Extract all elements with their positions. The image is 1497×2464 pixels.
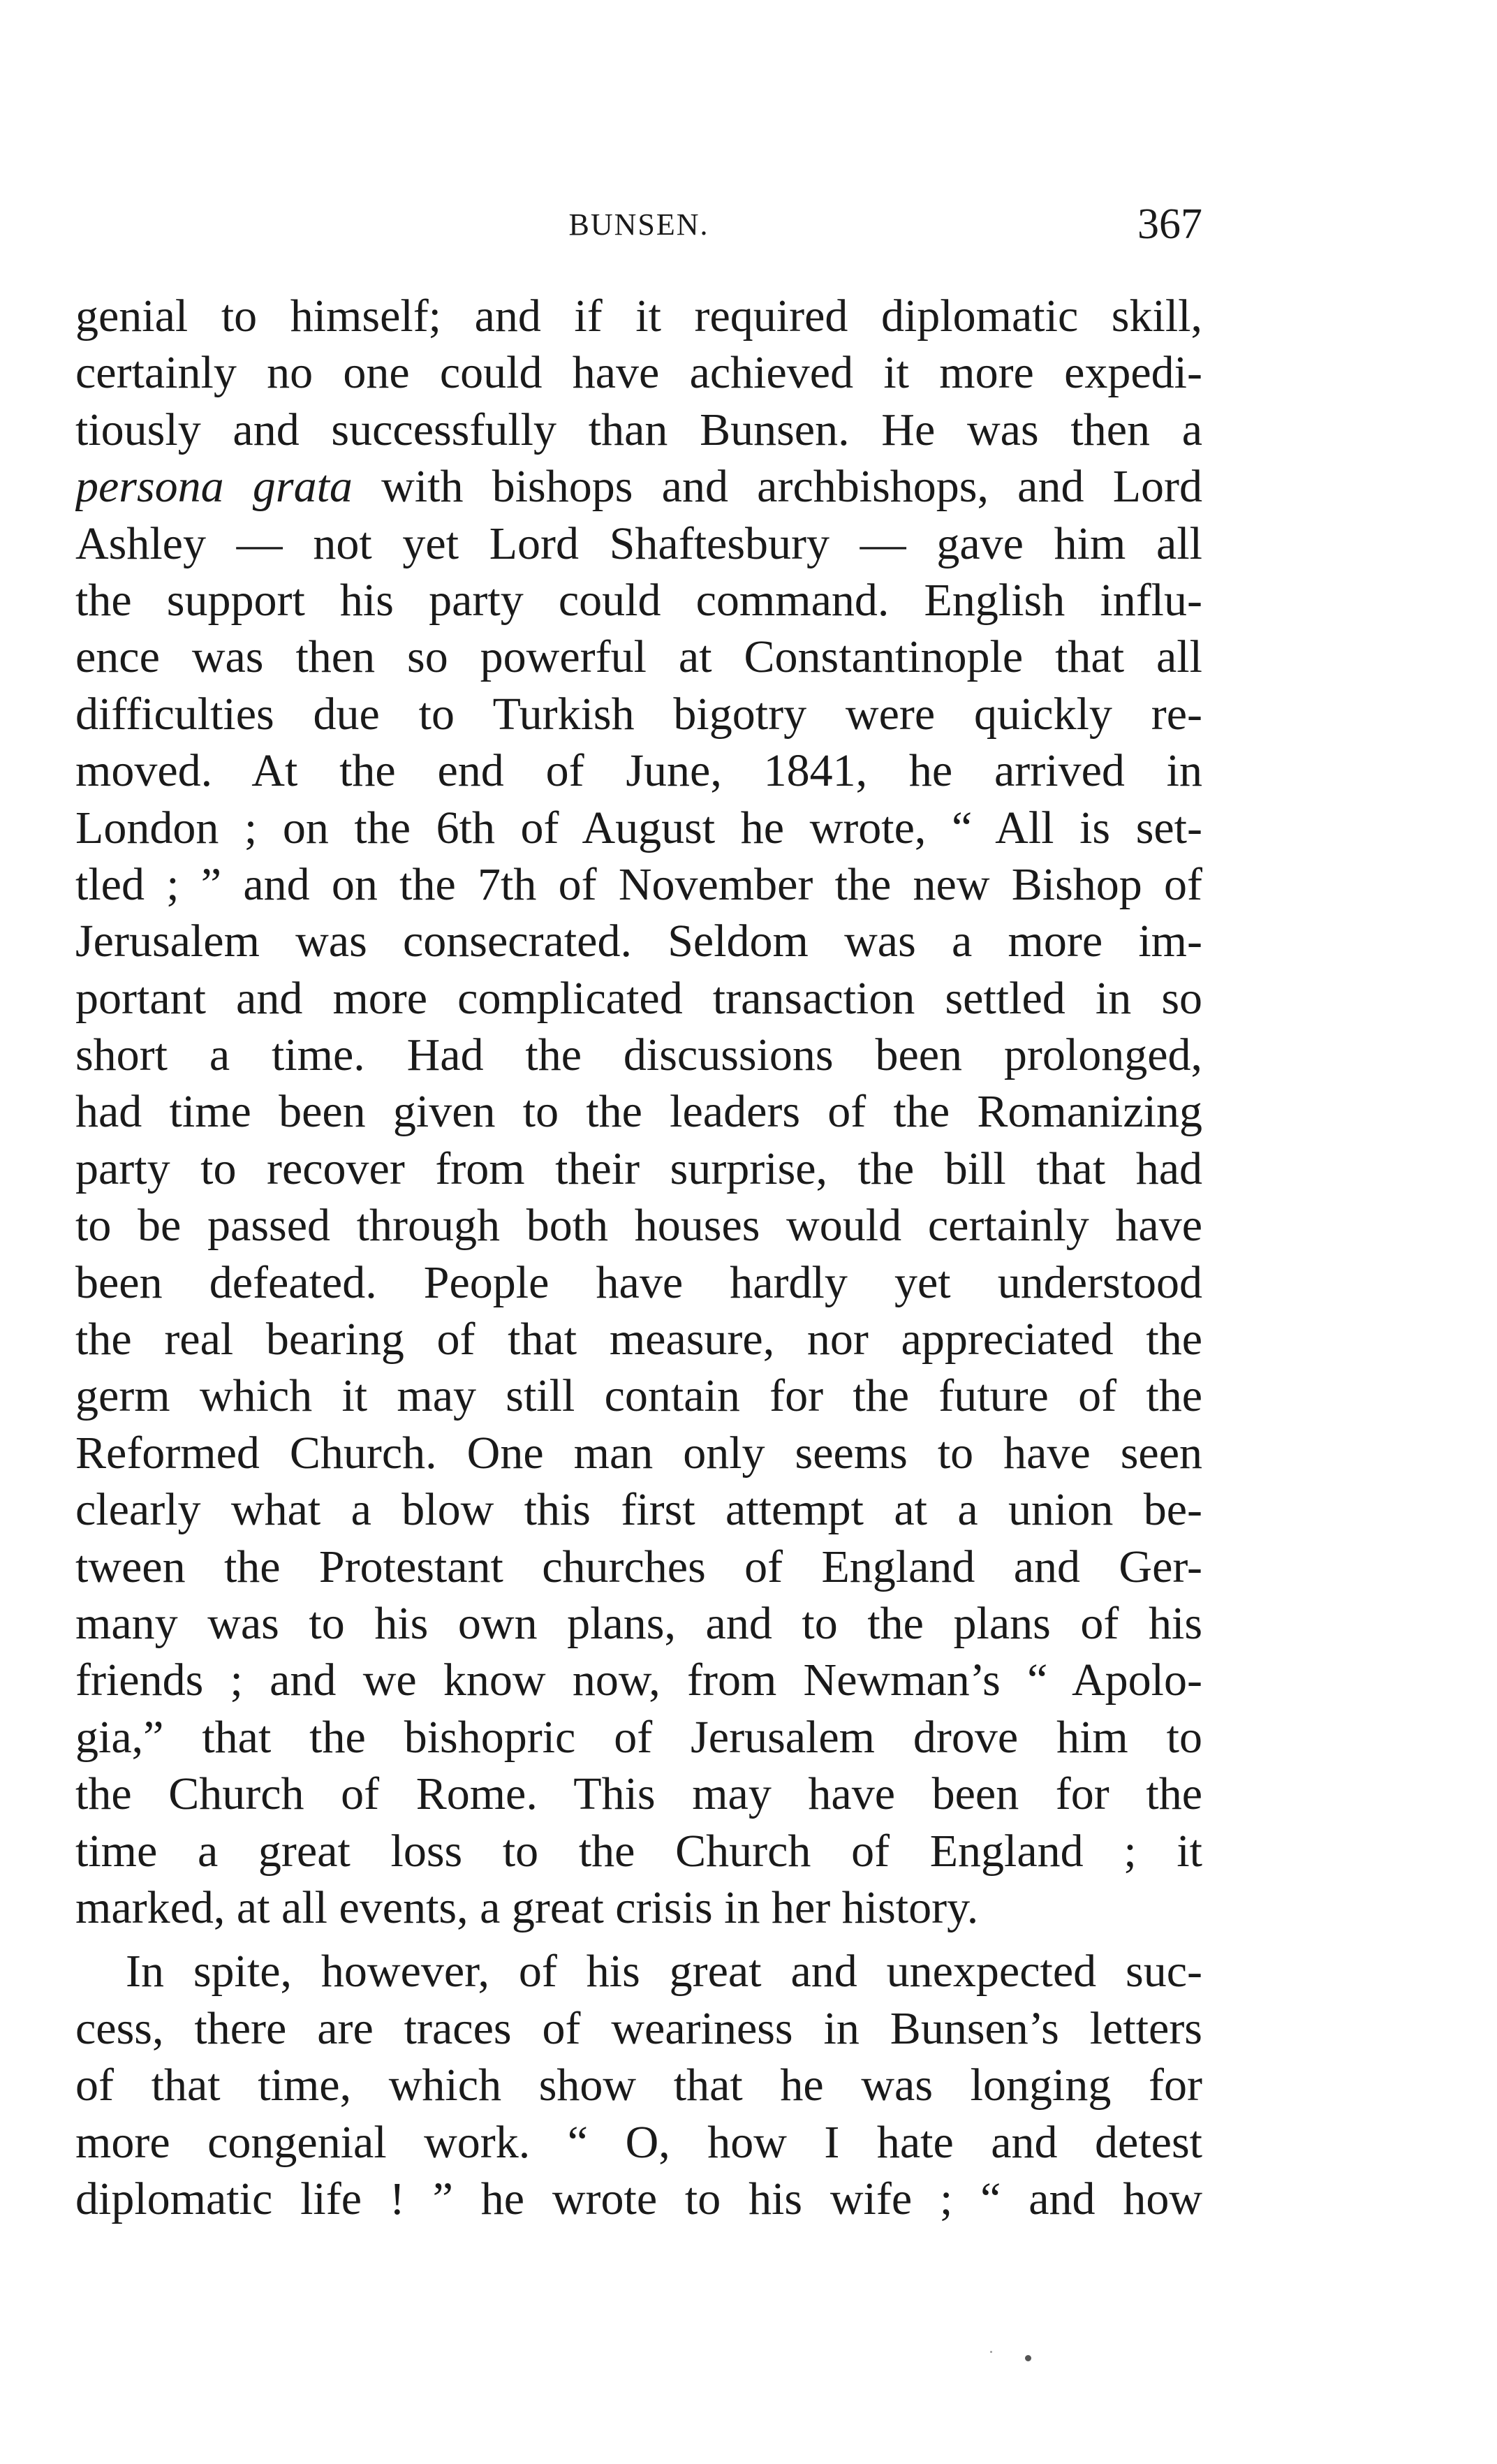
text-line: certainly no one could have achieved it more expedi-	[75, 347, 1202, 399]
paragraph-1	[75, 288, 1202, 1936]
text-line: tled ; ” and on the 7th of November the new Bishop of	[75, 858, 1202, 910]
text-line: short a time. Had the discussions been prolonged,	[75, 1029, 1202, 1081]
text-line: friends ; and we know now, from Newman’s “ Apolo-	[75, 1655, 1202, 1706]
text-line: party to recover from their surprise, the bill that had	[75, 1143, 1202, 1194]
text-line: Ashley — not yet Lord Shaftesbury — gave him all	[75, 518, 1202, 569]
text-line: ence was then so powerful at Constantinople that all	[75, 631, 1202, 683]
paragraph-2	[75, 1943, 1202, 2227]
text-line: tiously and successfully than Bunsen. He was then a	[75, 404, 1202, 455]
text-line: Reformed Church. One man only seems to have seen	[75, 1427, 1202, 1479]
paper-speck	[1025, 2355, 1031, 2361]
italic-phrase: persona grata	[75, 461, 353, 513]
text-line: many was to his own plans, and to the plans of his	[75, 1597, 1202, 1649]
text-line: the Church of Rome. This may have been for the	[75, 1768, 1202, 1820]
text-line-rest: with bishops and archbishops, and Lord	[381, 461, 1202, 513]
text-line: Jerusalem was consecrated. Seldom was a more im-	[75, 916, 1202, 967]
text-line-with-italic	[75, 458, 1202, 515]
paper-speck	[990, 2351, 992, 2353]
text-line: cess, there are traces of weariness in Bunsen’s letters	[75, 2002, 1202, 2054]
text-line: marked, at all events, a great crisis in her history.	[75, 1882, 979, 1933]
running-head: BUNSEN.	[568, 207, 709, 242]
text-line: of that time, which show that he was longing for	[75, 2060, 1202, 2111]
text-line: germ which it may still contain for the future of the	[75, 1370, 1202, 1422]
text-line: moved. At the end of June, 1841, he arrived in	[75, 745, 1202, 797]
text-line: In spite, however, of his great and unexpected suc-	[126, 1946, 1202, 1997]
body-text	[75, 288, 1202, 2227]
page-number: 367	[1137, 200, 1202, 248]
page-header	[75, 200, 1202, 260]
text-line: diplomatic life ! ” he wrote to his wife ; “ and how	[75, 2173, 1202, 2224]
paragraph-gap	[75, 1936, 1202, 1943]
text-line: time a great loss to the Church of England ; it	[75, 1825, 1202, 1877]
text-line: had time been given to the leaders of the Romanizing	[75, 1086, 1202, 1138]
text-line: clearly what a blow this first attempt at a union be-	[75, 1484, 1202, 1536]
text-line: to be passed through both houses would certainly have	[75, 1200, 1202, 1252]
text-line: the support his party could command. English influ-	[75, 574, 1202, 626]
text-line: gia,” that the bishopric of Jerusalem drove him to	[75, 1711, 1202, 1763]
text-line: been defeated. People have hardly yet understood	[75, 1256, 1202, 1308]
text-line: the real bearing of that measure, nor appreciated the	[75, 1314, 1202, 1365]
text-line: London ; on the 6th of August he wrote, “ All is set-	[75, 802, 1202, 853]
text-line: difficulties due to Turkish bigotry were quickly re-	[75, 688, 1202, 740]
text-line: tween the Protestant churches of England and Ger-	[75, 1541, 1202, 1592]
text-line: more congenial work. “ O, how I hate and detest	[75, 2116, 1202, 2168]
text-line: genial to himself; and if it required diplomatic skill,	[75, 291, 1202, 342]
text-line: portant and more complicated transaction settled in so	[75, 972, 1202, 1024]
